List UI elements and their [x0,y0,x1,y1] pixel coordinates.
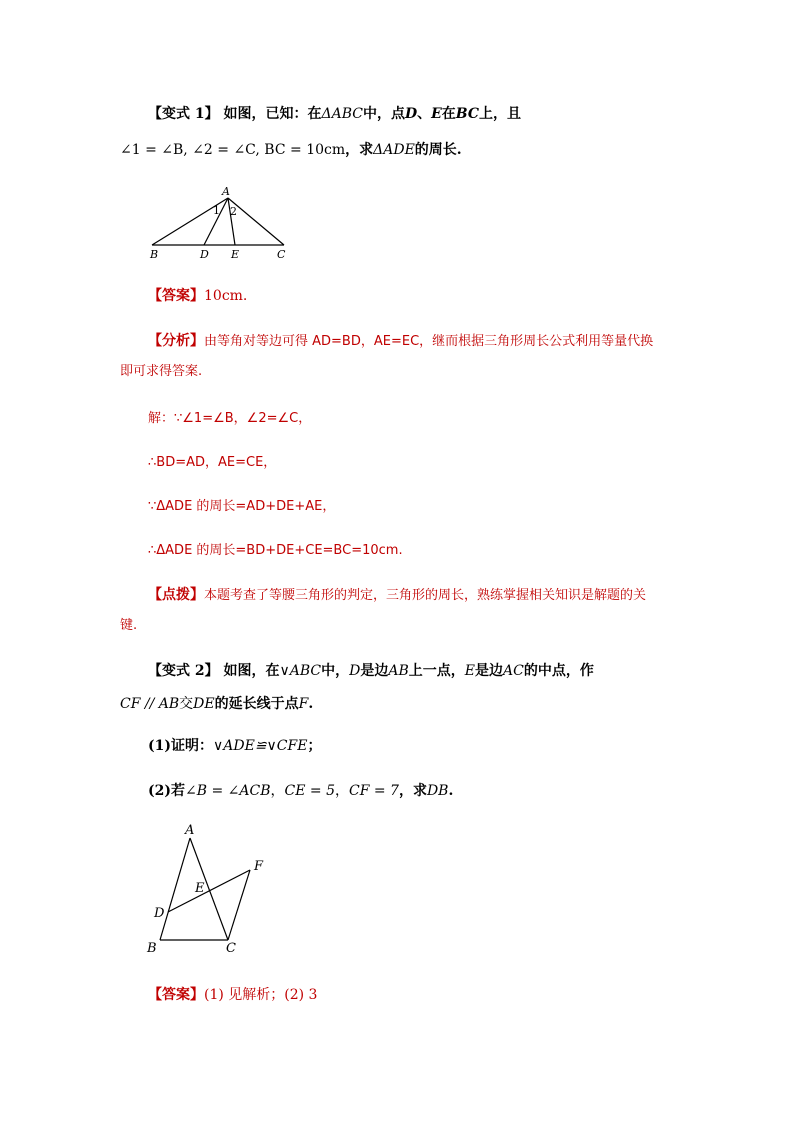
v2-question-line1: 【变式 2】 如图，在∨ABC中，D是边AB上一点，E是边AC的中点，作 [148,663,594,679]
label-b: B [150,248,159,261]
v1-heading: 【变式 1】 [148,106,219,122]
v2-answer-tag: 【答案】 [148,987,204,1003]
label-angle-1: 1 [213,204,220,217]
v1-tip-line2: 键. [120,618,138,633]
v1-answer: 【答案】10cm. [148,288,248,304]
label-c: C [226,941,236,956]
v1-solution-line3: ∵ΔADE 的周长=AD+DE+AE， [148,499,336,514]
v1-question-line1: 【变式 1】 如图，已知：在ΔABC中，点D、E在BC上，且 [148,106,522,122]
v1-tip-tag: 【点拨】 [148,587,204,603]
label-d: D [200,248,209,261]
v1-answer-tag: 【答案】 [148,288,204,304]
label-e: E [231,248,240,261]
side-ab [160,838,190,940]
label-c: C [277,248,286,261]
v1-solution-line2: ∴BD=AD，AE=CE， [148,455,277,470]
segment-df [168,870,250,912]
label-angle-2: 2 [230,205,237,218]
v1-analysis-line2: 即可求得答案. [120,364,203,379]
label-e: E [195,881,205,896]
label-b: B [147,941,157,956]
label-f: F [254,859,264,874]
v2-heading: 【变式 2】 [148,663,219,679]
v2-geometry-figure [140,820,280,960]
v1-analysis-tag: 【分析】 [148,333,204,349]
v2-question-part2: (2)若∠B = ∠ACB，CE = 5，CF = 7，求DB. [148,783,454,799]
v1-question-line2: ∠1 = ∠B, ∠2 = ∠C, BC = 10cm，求ΔADE的周长. [120,142,462,158]
v1-tip-line1: 【点拨】本题考查了等腰三角形的判定，三角形的周长，熟练掌握相关知识是解题的关 [148,587,647,603]
label-a: A [185,823,195,838]
v2-question-part1: (1)证明：∨ADE≌∨CFE； [148,738,322,754]
v1-solution-line4: ∴ΔADE 的周长=BD+DE+CE=BC=10cm. [148,543,403,558]
label-a: A [222,185,230,198]
v1-solution-line1: 解：∵∠1=∠B，∠2=∠C， [148,411,312,426]
v1-triangle-figure [140,182,300,267]
v2-answer: 【答案】(1) 见解析；(2) 3 [148,987,318,1003]
label-d: D [154,906,165,921]
v2-question-line2: CF // AB交DE的延长线于点F. [120,696,314,712]
segment-cf [228,870,250,940]
v1-analysis-line1: 【分析】由等角对等边可得 AD=BD，AE=EC，继而根据三角形周长公式利用等量代换 [148,333,654,349]
